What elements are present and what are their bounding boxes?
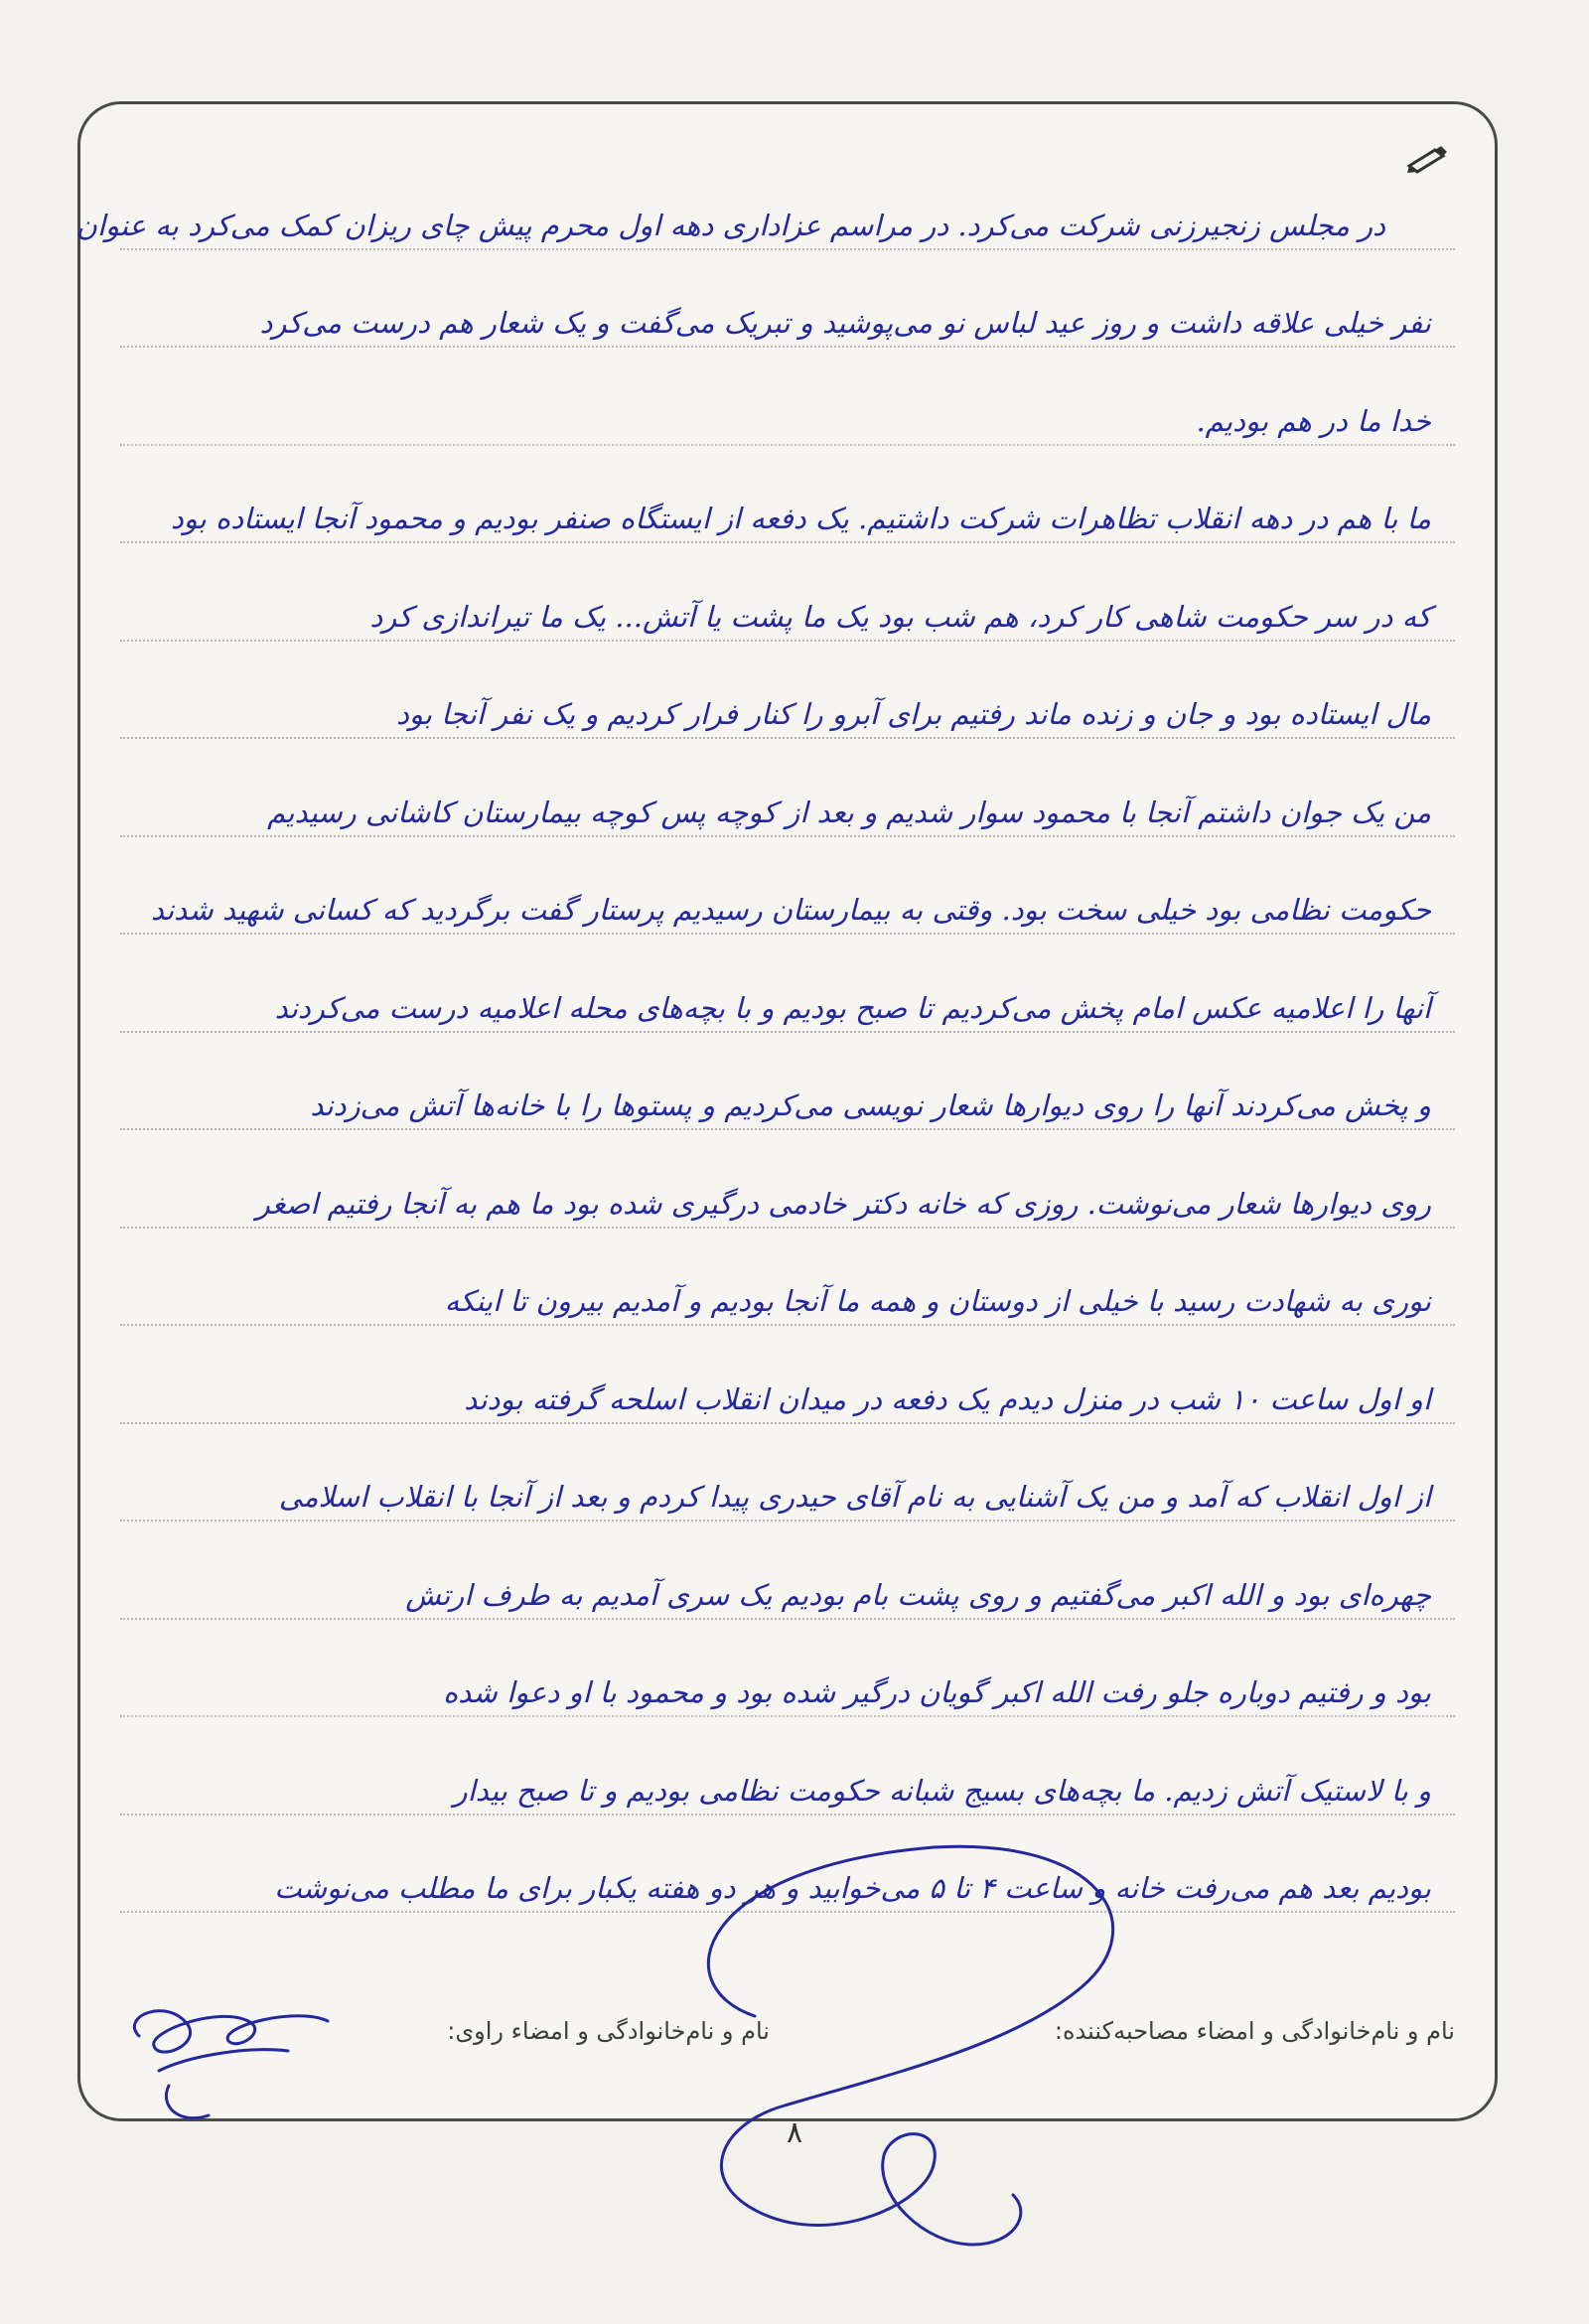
line-text: و با لاستیک آتش زدیم. ما بچه‌های بسیج شبانه حکومت نظامی بودیم و تا صبح بیدار <box>453 1773 1431 1808</box>
page-frame <box>77 101 1498 2121</box>
text-line <box>120 1229 1455 1327</box>
text-line <box>120 446 1455 544</box>
text-line <box>75 152 1455 250</box>
interviewer-signature-label: نام و نام‌خانوادگی و امضاء مصاحبه‌کننده: <box>1054 2017 1455 2045</box>
line-text: نفر خیلی علاقه داشت و روز عید لباس نو می‌پوشید و تبریک می‌گفت و یک شعار هم درست می‌کرد <box>259 306 1431 340</box>
line-text: بود و رفتیم دوباره جلو رفت الله اکبر گویان درگیر شده بود و محمود با او دعوا شده <box>443 1675 1431 1709</box>
line-text: خدا ما در هم بودیم. <box>1196 403 1431 438</box>
text-line <box>120 1522 1455 1620</box>
text-line <box>120 250 1455 349</box>
line-text: چهره‌ای بود و الله اکبر می‌گفتیم و روی پشت بام بودیم یک سری آمدیم به طرف ارتش <box>405 1577 1431 1612</box>
line-text: ما با هم در دهه انقلاب تظاهرات شرکت داشتیم. یک دفعه از ایستگاه صنفر بودیم و محمود آنجا ایستاده بود <box>170 502 1431 535</box>
text-line <box>120 642 1455 740</box>
page-number: ۸ <box>786 2115 803 2150</box>
text-line <box>120 543 1455 642</box>
line-text: بودیم بعد هم می‌رفت خانه و ساعت ۴ تا ۵ می‌خوابید و هر دو هفته یکبار برای ما مطلب می‌نوشت <box>274 1871 1431 1905</box>
line-text: که در سر حکومت شاهی کار کرد، هم شب بود یک ما پشت یا آتش... یک ما تیراندازی کرد <box>369 599 1431 634</box>
line-text: از اول انقلاب که آمد و من یک آشنایی به نام آقای حیدری پیدا کردم و بعد از آنجا با انقلاب اسلامی <box>278 1480 1431 1514</box>
text-line <box>120 1816 1455 1914</box>
handwritten-lines <box>75 152 1455 1913</box>
text-line <box>120 1620 1455 1718</box>
text-line <box>120 739 1455 837</box>
text-line <box>120 348 1455 446</box>
line-text: آنها را اعلامیه عکس امام پخش می‌کردیم تا صبح بودیم و با بچه‌های محله اعلامیه درست می‌کردند <box>274 990 1431 1025</box>
text-line <box>120 837 1455 936</box>
signature-footer <box>120 2017 1455 2057</box>
line-text: روی دیوارها شعار می‌نوشت. روزی که خانه دکتر خادمی درگیری شده بود ما هم به آنجا رفتیم اصغر <box>255 1186 1431 1221</box>
line-text: حکومت نظامی بود خیلی سخت بود. وقتی به بیمارستان رسیدیم پرستار گفت برگردید که کسانی شهید شدند <box>150 893 1431 927</box>
line-text: او اول ساعت ۱۰ شب در منزل دیدم یک دفعه در میدان انقلاب اسلحه گرفته بودند <box>464 1381 1431 1416</box>
line-text: و پخش می‌کردند آنها را روی دیوارها شعار نویسی می‌کردیم و پستوها را با خانه‌ها آتش می‌زدند <box>310 1089 1431 1122</box>
narrator-signature-label: نام و نام‌خانوادگی و امضاء راوی: <box>447 2017 770 2045</box>
text-line <box>120 1717 1455 1816</box>
line-text: من یک جوان داشتم آنجا با محمود سوار شدیم و بعد از کوچه پس کوچه بیمارستان کاشانی رسیدیم <box>267 795 1431 829</box>
text-line <box>120 935 1455 1033</box>
text-line <box>120 1424 1455 1523</box>
text-line <box>120 1130 1455 1229</box>
line-text: در مجلس زنجیرزنی شرکت می‌کرد. در مراسم عزاداری دهه اول محرم پیش چای ریزان کمک می‌کرد به عنوان <box>75 208 1385 242</box>
line-text: نوری به شهادت رسید با خیلی از دوستان و همه ما آنجا بودیم و آمدیم بیرون تا اینکه <box>444 1284 1431 1318</box>
text-line <box>120 1033 1455 1131</box>
text-line <box>120 1326 1455 1424</box>
line-text: مال ایستاده بود و جان و زنده ماند رفتیم برای آبرو را کنار فرار کردیم و یک نفر آنجا بود <box>395 697 1431 731</box>
